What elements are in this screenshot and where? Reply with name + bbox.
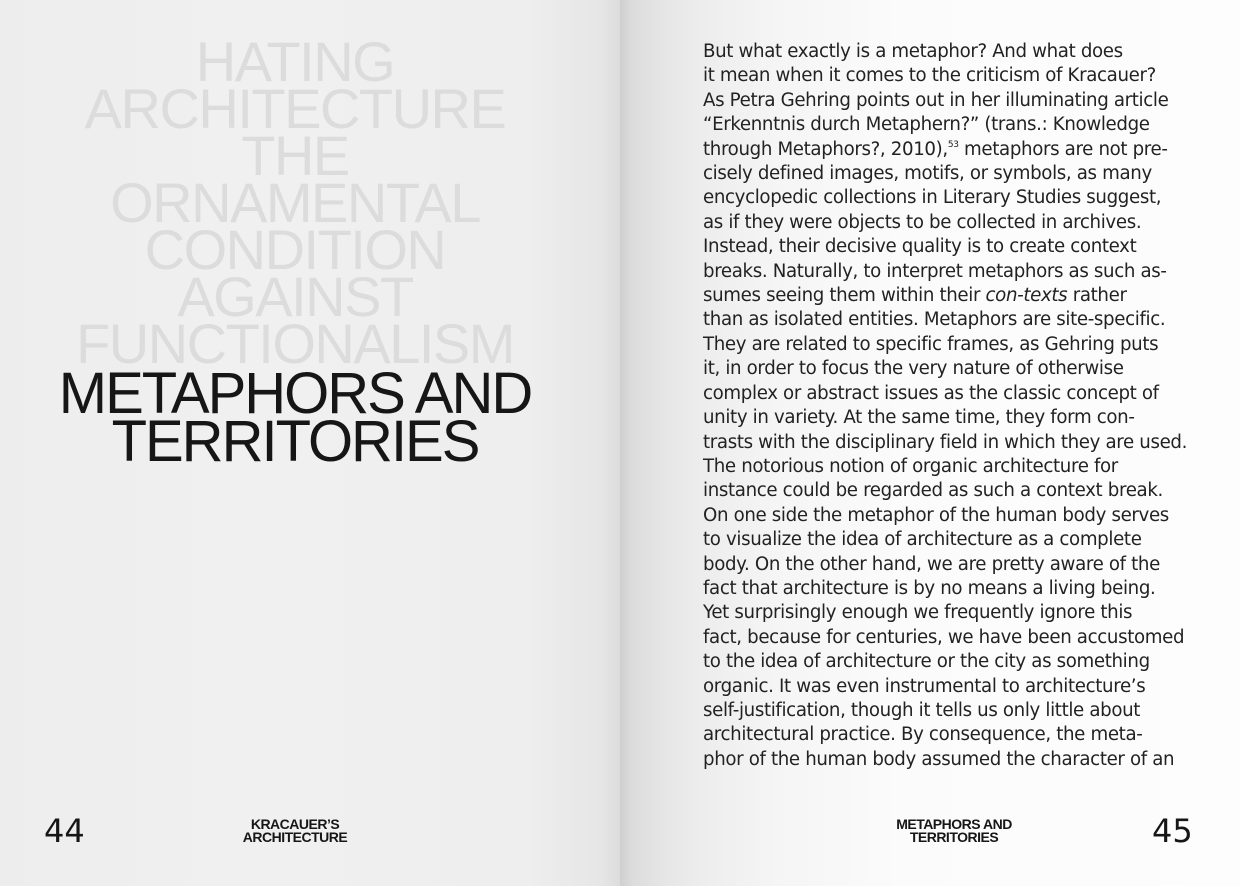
ghost-title-line: ORNAMENTAL (110, 171, 480, 234)
body-line: it mean when it comes to the criticism of Kracauer? (703, 65, 1156, 87)
running-head-left (220, 818, 370, 844)
body-line: as if they were objects to be collected in archives. (703, 211, 1142, 233)
body-line: phor of the human body assumed the character of an (703, 748, 1175, 770)
ghost-title-line: THE (241, 124, 349, 187)
italic-term: con-texts (985, 285, 1068, 307)
ghost-title (20, 30, 570, 375)
footnote-reference[interactable]: 53 (947, 139, 959, 150)
body-line (703, 138, 1213, 162)
body-line: instance could be regarded as such a context break. (703, 480, 1163, 502)
body-line: breaks. Naturally, to interpret metaphors as such as- (703, 260, 1167, 282)
body-line: it, in order to focus the very nature of otherwise (703, 358, 1124, 380)
body-line: body. On the other hand, we are pretty aware of the (703, 553, 1160, 575)
body-line: complex or abstract issues as the classic concept of (703, 382, 1159, 404)
body-line: “Erkenntnis durch Metaphern?” (trans.: Knowledge (703, 114, 1150, 136)
running-head-line: TERRITORIES (909, 829, 999, 845)
body-line: trasts with the disciplinary field in which they are used. (703, 431, 1188, 453)
body-line: organic. It was even instrumental to architecture’s (703, 675, 1146, 697)
body-line: The notorious notion of organic architecture for (703, 455, 1118, 477)
body-line: fact, because for centuries, we have been accustomed (703, 626, 1185, 648)
body-line: But what exactly is a metaphor? And what does (703, 41, 1123, 62)
body-text (703, 40, 1213, 772)
chapter-title (20, 361, 570, 474)
ghost-title-line: FUNCTIONALISM (76, 312, 514, 375)
chapter-title-line: METAPHORS AND (58, 361, 532, 426)
body-line: cisely defined images, motifs, or symbols, as many (703, 163, 1152, 185)
page-number-right: 45 (1152, 812, 1193, 850)
body-line: self-justification, though it tells us only little about (703, 699, 1141, 721)
ghost-title-line: HATING (195, 30, 395, 93)
chapter-title-line: TERRITORIES (111, 409, 479, 474)
ghost-title-line: AGAINST (177, 265, 413, 328)
body-line: Yet surprisingly enough we frequently ignore this (703, 602, 1133, 624)
ghost-title-line: CONDITION (144, 218, 446, 281)
ghost-title-line: ARCHITECTURE (84, 77, 506, 140)
body-line (703, 284, 1213, 308)
body-line: fact that architecture is by no means a living being. (703, 577, 1156, 599)
page-number-left: 44 (44, 812, 85, 850)
body-line: Instead, their decisive quality is to create context (703, 236, 1137, 258)
running-head-right (870, 818, 1038, 844)
body-line-text: metaphors are not pre- (958, 138, 1168, 160)
body-line: architectural practice. By consequence, the meta- (703, 724, 1143, 746)
body-line: encyclopedic collections in Literary Studies suggest, (703, 187, 1162, 209)
body-line: to the idea of architecture or the city as something (703, 651, 1150, 673)
body-line: unity in variety. At the same time, they form con- (703, 407, 1135, 429)
body-line: They are related to specific frames, as Gehring puts (703, 333, 1159, 355)
body-line-text: through Metaphors?, 2010), (703, 138, 948, 160)
body-line: On one side the metaphor of the human body serves (703, 504, 1169, 526)
running-head-line: METAPHORS AND (896, 816, 1012, 832)
body-line-text: sumes seeing them within their (703, 285, 986, 307)
body-line: than as isolated entities. Metaphors are site-specific. (703, 309, 1166, 331)
running-head-line: KRACAUER’S (250, 816, 340, 832)
running-head-line: ARCHITECTURE (242, 829, 348, 845)
body-line-text: rather (1067, 285, 1127, 307)
body-line: As Petra Gehring points out in her illuminating article (703, 89, 1169, 111)
body-line: to visualize the idea of architecture as a complete (703, 529, 1142, 551)
